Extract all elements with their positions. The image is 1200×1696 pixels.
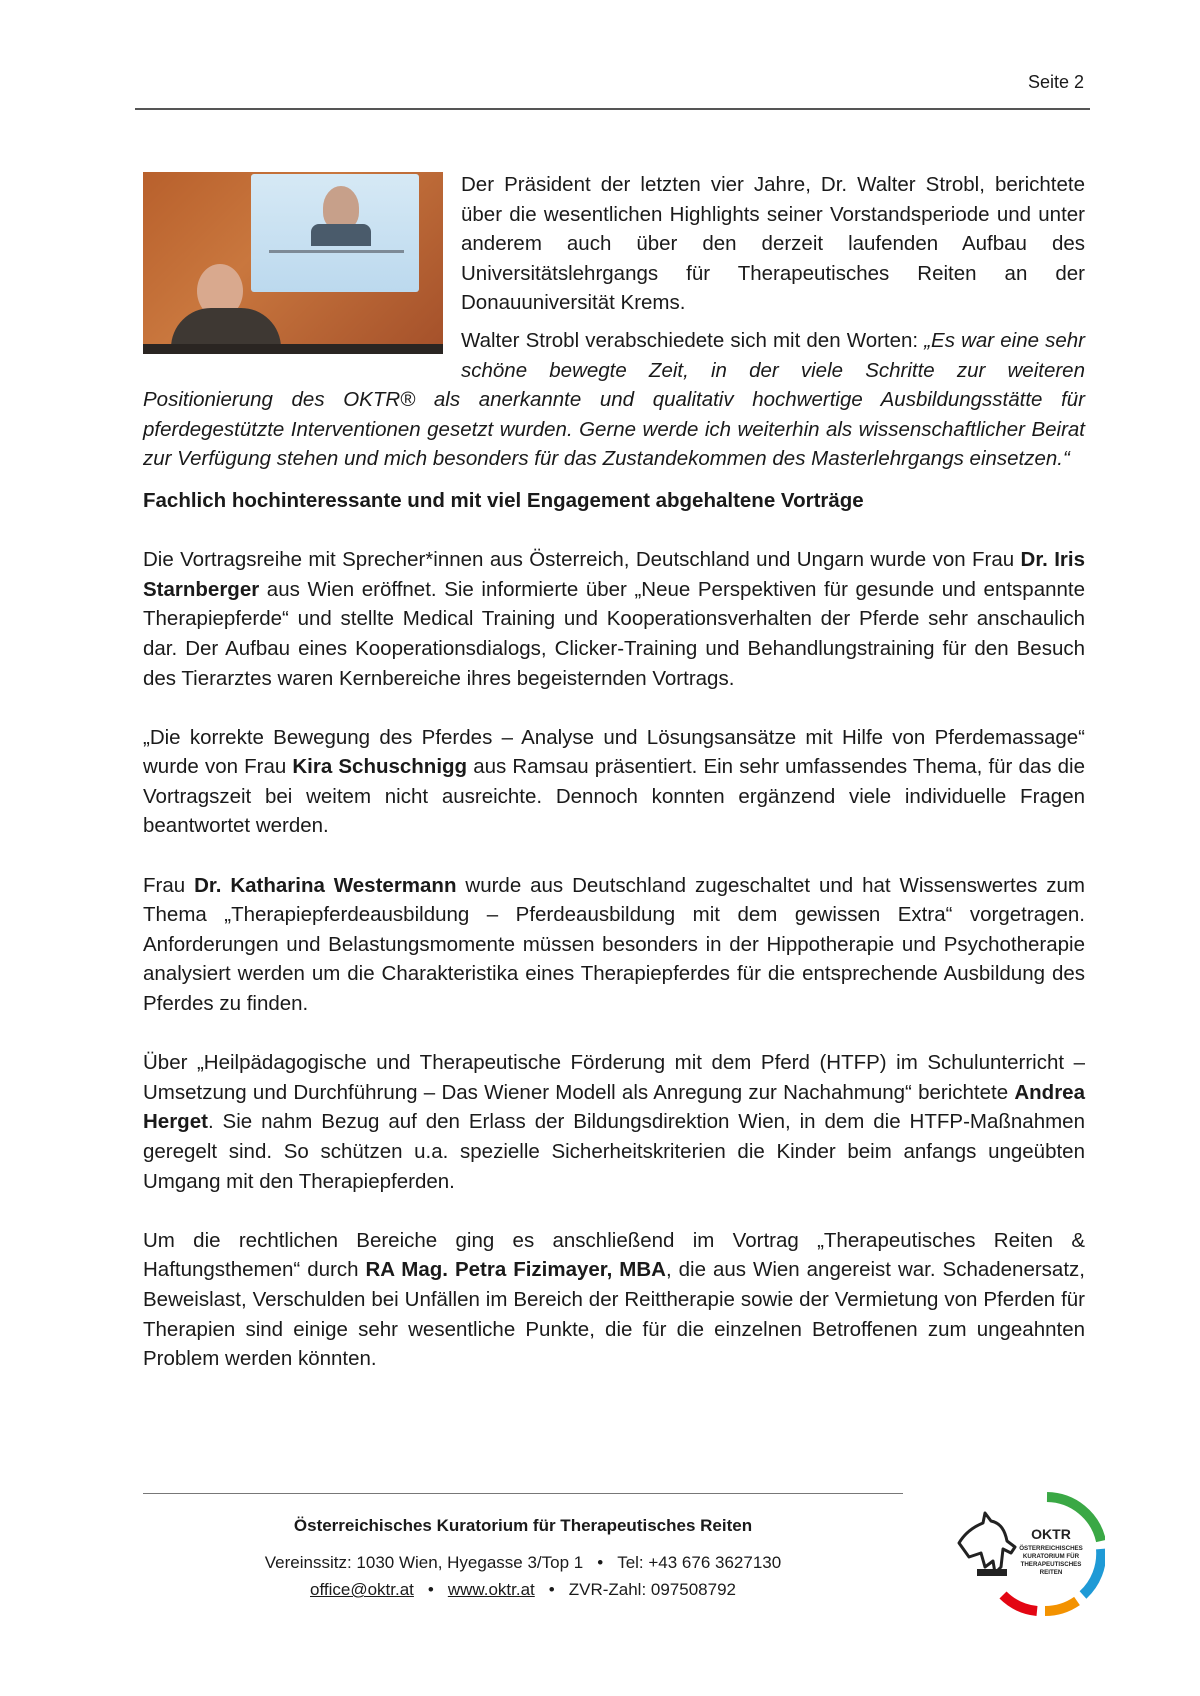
speaker-name: RA Mag. Petra Fizimayer, MBA xyxy=(365,1258,666,1282)
header-divider xyxy=(135,108,1090,110)
talk-paragraph-5: Um die rechtlichen Bereiche ging es anschließend im Vortrag „Therapeutisches Reiten & Haftungsthemen“ durch RA Mag. Petra Fizimayer, MBA, die aus Wien angereist war. Schadenersatz, Beweislast, Verschulden bei Unfällen im Bereich der Reittherapie sowie der Vermietung von Pferden für Therapien sind einige sehr wesentliche Punkte, die für die einzelnen Betroffenen zum ungeahnten Problem werden könnten. xyxy=(143,1228,1085,1371)
horse-icon xyxy=(959,1513,1015,1573)
talk-paragraph-2: „Die korrekte Bewegung des Pferdes – Analyse und Lösungsansätze mit Hilfe von Pferdemassage“ wurde von Frau Kira Schuschnigg aus Ramsau präsentiert. Ein sehr umfassendes Thema, für das die Vortragszeit bei weitem nicht ausreichte. Dennoch konnten ergänzend viele individuelle Fragen beantwortet werden. xyxy=(143,725,1086,838)
footer xyxy=(143,1512,903,1603)
speaker-name: Kira Schuschnigg xyxy=(292,755,468,779)
intro-paragraph: Der Präsident der letzten vier Jahre, Dr. Walter Strobl, berichtete über die wesentlichen Highlights seiner Vorstandsperiode und unter anderem auch über den derzeit laufenden Aufbau des Universitätslehrgangs für Therapeutisches Reiten an der Donauuniversität Krems. xyxy=(461,173,1085,315)
website-link[interactable]: www.oktr.at xyxy=(447,1580,535,1599)
farewell-quote: „Es war eine sehr schöne bewegte Zeit, in der viele Schritte zur weiteren Positionierung des OKTR® als anerkannte und qualitativ hochwertige Ausbildungsstätte für pferdegestützte Interventionen gesetzt wurden. Gerne werde ich weiterhin als wissenschaftlicher Beirat zur Verfügung stehen und mich besonders für das Zustandekommen des Masterlehrgangs einsetzen.“ xyxy=(143,328,1085,471)
speaker-name: Andrea Herget xyxy=(143,1080,1085,1134)
svg-text:REITEN: REITEN xyxy=(1039,1569,1063,1576)
projection-screen xyxy=(251,174,419,292)
talk-paragraph-3: Frau Dr. Katharina Westermann wurde aus Deutschland zugeschaltet und hat Wissenswertes zum Thema „Therapiepferdeausbildung – Pferdeausbildung mit dem gewissen Extra“ vorgetragen. Anforderungen und Belastungsmomente müssen besonders in der Hippotherapie und Psychotherapie analysiert werden um die Charakteristika eines Therapiepferdes für die entsprechende Ausbildung des Pferdes zu finden. xyxy=(143,873,1085,1016)
email-link[interactable]: office@oktr.at xyxy=(310,1580,414,1599)
footer-contact-line: office@oktr.at • www.oktr.at • ZVR-Zahl: 097508792 xyxy=(310,1580,736,1599)
horse-base-icon xyxy=(977,1569,1007,1576)
footer-address-line: Vereinssitz: 1030 Wien, Hyegasse 3/Top 1 • Tel: +43 676 3627130 xyxy=(264,1553,782,1572)
svg-text:ÖSTERREICHISCHES: ÖSTERREICHISCHES xyxy=(1019,1545,1083,1552)
oktr-logo xyxy=(955,1487,1105,1619)
talk-paragraph-1: Die Vortragsreihe mit Sprecher*innen aus Österreich, Deutschland und Ungarn wurde von Frau Dr. Iris Starnberger aus Wien eröffnet. Sie informierte über „Neue Perspektiven für gesunde und entspannte Therapiepferde“ und stellte Medical Training und Kooperationsverhalten der Pferde sehr anschaulich dar. Der Aufbau eines Kooperationsdialogs, Clicker-Training und Behandlungstraining für den Besuch des Tierarztes waren Kernbereiche ihres begeisternden Vortrags. xyxy=(143,548,1086,690)
footer-divider xyxy=(143,1493,903,1494)
speaker-name: Dr. Katharina Westermann xyxy=(194,873,457,897)
address: Vereinssitz: 1030 Wien, Hyegasse 3/Top 1 xyxy=(264,1553,584,1572)
speaker-photo xyxy=(143,172,443,354)
organization-name: Österreichisches Kuratorium für Therapeutisches Reiten xyxy=(293,1516,753,1535)
talk-paragraph-4: Über „Heilpädagogische und Therapeutische Förderung mit dem Pferd (HTFP) im Schulunterricht – Umsetzung und Durchführung – Das Wiener Modell als Anregung zur Nachahmung“ berichtete Andrea Herget. Sie nahm Bezug auf den Erlass der Bildungsdirektion Wien, in dem die HTFP-Maßnahmen geregelt sind. So schützen u.a. spezielle Sicherheitskriterien die Kinder beim anfangs ungeübten Umgang mit den Therapiepferden. xyxy=(143,1051,1085,1193)
svg-text:KURATORIUM FÜR: KURATORIUM FÜR xyxy=(1022,1553,1080,1560)
speaker-name: Dr. Iris Starnberger xyxy=(143,548,1086,601)
zvr-number: ZVR-Zahl: 097508792 xyxy=(568,1580,736,1599)
phone: Tel: +43 676 3627130 xyxy=(617,1553,782,1572)
page-number: Seite 2 xyxy=(1027,72,1084,92)
svg-text:OKTR: OKTR xyxy=(1031,1526,1071,1542)
quote-prefix: Walter Strobl verabschiedete sich mit den Worten: xyxy=(461,328,925,352)
article-body xyxy=(143,170,1085,1374)
section-heading: Fachlich hochinteressante und mit viel Engagement abgehaltene Vorträge xyxy=(143,488,864,512)
svg-text:THERAPEUTISCHES: THERAPEUTISCHES xyxy=(1020,1561,1082,1568)
